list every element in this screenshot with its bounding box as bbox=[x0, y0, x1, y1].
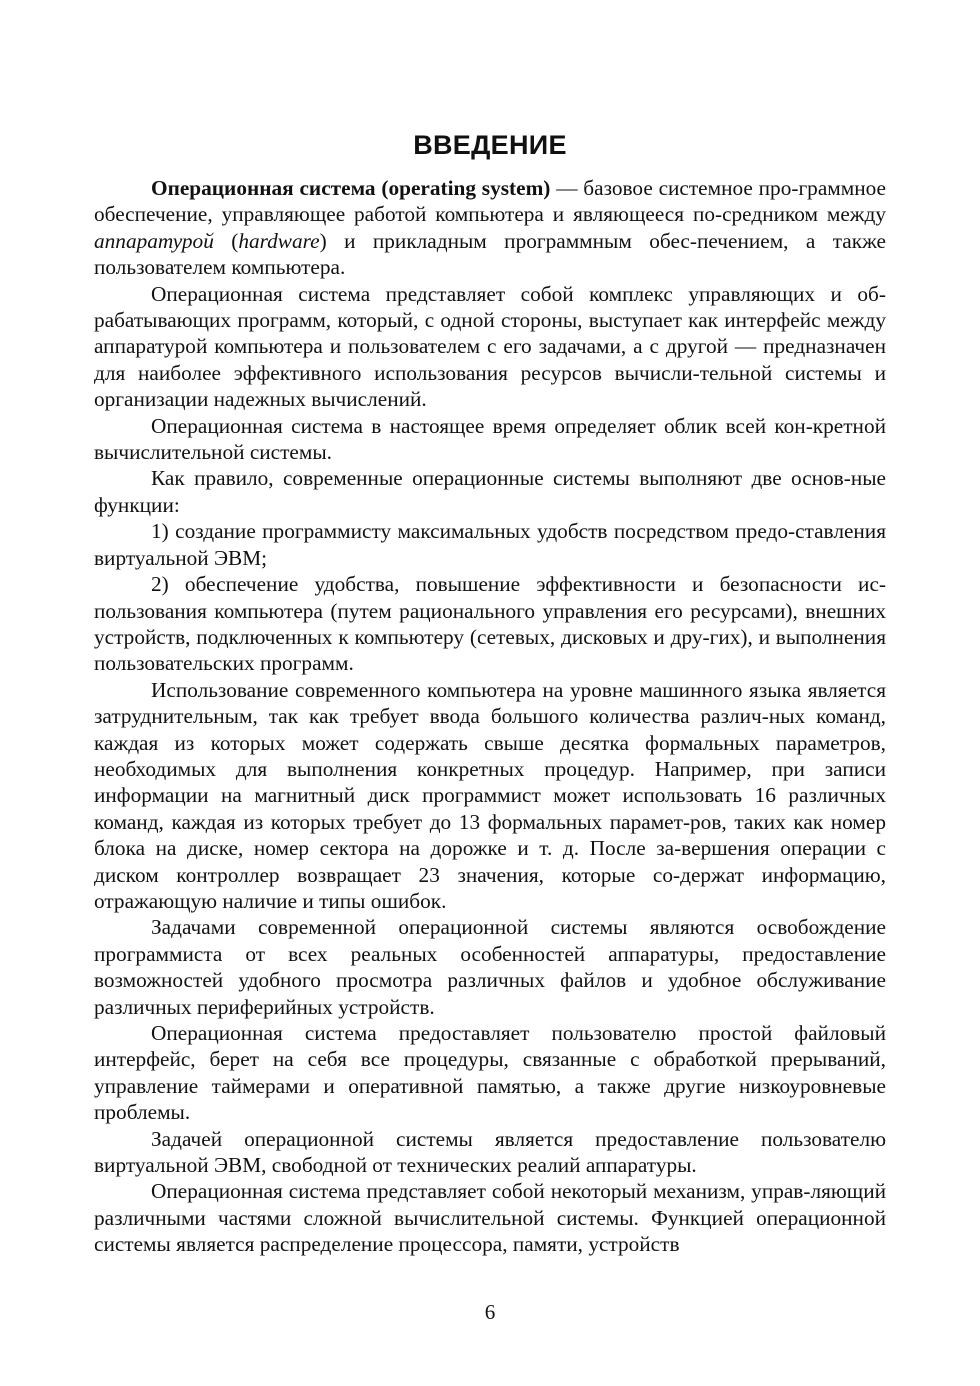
paragraph: Операционная система в настоящее время определяет облик всей кон-кретной вычислительной системы. bbox=[94, 413, 886, 465]
paragraph-text: — базовое системное про-граммное обеспечение, управляющее работой компьютера и являющееся по-средником между bbox=[94, 176, 886, 227]
page-number: 6 bbox=[484, 1300, 496, 1324]
body-text bbox=[94, 175, 886, 1258]
paragraph: Задачами современной операционной системы являются освобождение программиста от всех реальных особенностей аппаратуры, предоставление возможностей удобного просмотра различных файлов и удобное обслуживание различных периферийных устройств. bbox=[94, 915, 886, 1019]
term-bold: Операционная система (operating system) bbox=[151, 176, 551, 200]
list-item: 2) обеспечение удобства, повышение эффективности и безопасности ис-пользования компьютера (путем рационального управления его ресурсами), внешних устройств, подключенных к компьютеру (сетевых, дисковых и дру-гих), и выполнения пользовательских программ. bbox=[94, 572, 886, 676]
term-italic: hardware bbox=[238, 228, 320, 253]
list-item: 1) создание программисту максимальных удобств посредством предо-ставления виртуальной ЭВМ; bbox=[94, 519, 886, 570]
paragraph: Использование современного компьютера на уровне машинного языка является затруднительным, так как требует ввода большого количества различ-ных команд, каждая из которых может содержать свыше десятка формальных параметров, необходимых для выполнения конкретных процедур. Например, при записи информации на магнитный диск программист может использовать 16 различных команд, каждая из которых требует до 13 формальных парамет-ров, таких как номер блока на диске, номер сектора на дорожке и т. д. После за-вершения операции с диском контроллер возвращает 23 значения, которые со-держат информацию, отражающую наличие и типы ошибок. bbox=[94, 677, 886, 913]
paragraph: Операционная система представляет собой комплекс управляющих и об-рабатывающих программ, который, с одной стороны, выступает как интерфейс между аппаратурой компьютера и пользователем с его задачами, а с другой — предназначен для наиболее эффективного использования ресурсов вычисли-тельной системы и организации надежных вычислений. bbox=[94, 281, 886, 412]
paragraph-definition bbox=[94, 175, 886, 281]
paragraph-text: ( bbox=[213, 228, 239, 253]
term-italic: аппаратурой bbox=[94, 228, 214, 253]
paragraph: Задачей операционной системы является предоставление пользователю виртуальной ЭВМ, свободной от технических реалий аппаратуры. bbox=[94, 1126, 886, 1178]
paragraph: Операционная система представляет собой некоторый механизм, управ-ляющий различными частями сложной вычислительной системы. Функцией операционной системы является распределение процессора, памяти, устройств bbox=[94, 1179, 886, 1257]
paragraph-text: ) и прикладным программным обес-печением, а также пользователем компьютера. bbox=[94, 228, 886, 280]
paragraph: Операционная система предоставляет пользователю простой файловый интерфейс, берет на себя все процедуры, связанные с обработкой прерываний, управление таймерами и оперативной памятью, а также другие низкоуровневые проблемы. bbox=[94, 1021, 886, 1125]
document-page bbox=[94, 130, 886, 1258]
paragraph: Как правило, современные операционные системы выполняют две основ-ные функции: bbox=[94, 466, 886, 517]
page-title: ВВЕДЕНИЕ bbox=[413, 130, 567, 160]
